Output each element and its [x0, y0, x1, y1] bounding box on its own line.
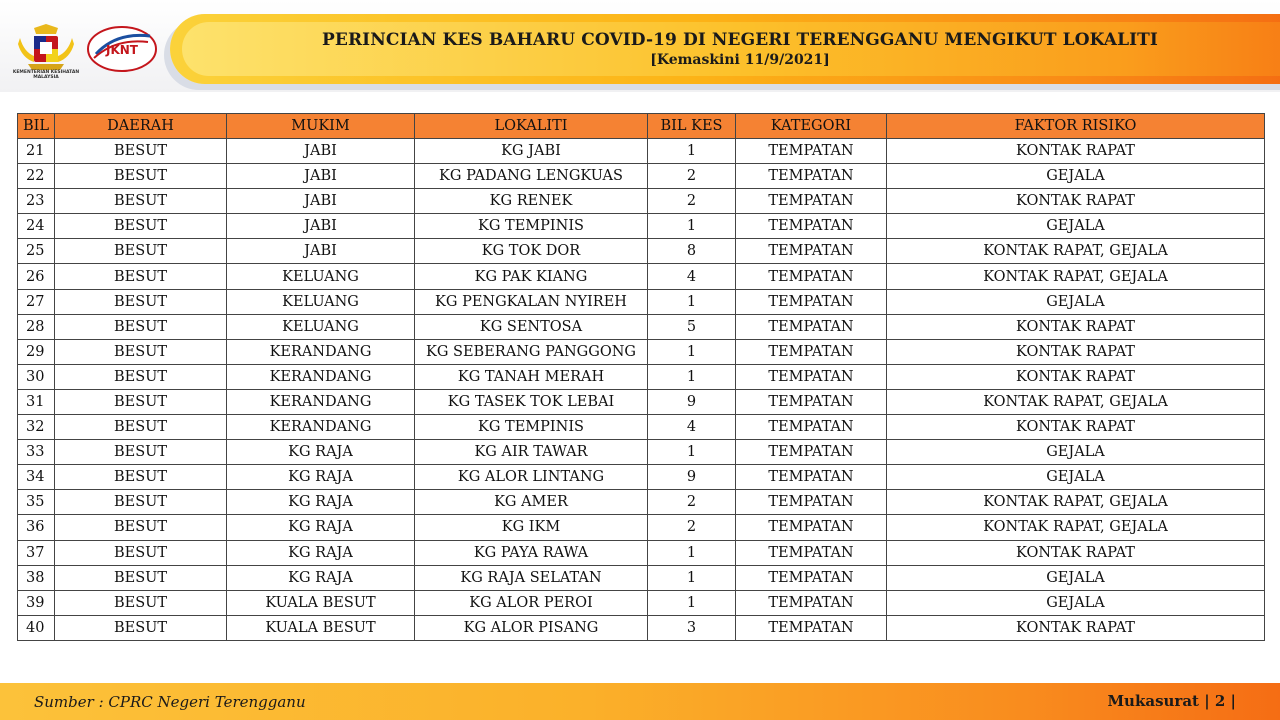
table-cell: BESUT: [55, 615, 227, 640]
table-row: [18, 214, 1265, 239]
table-cell: TEMPATAN: [736, 289, 887, 314]
table-cell: GEJALA: [887, 164, 1265, 189]
table-cell: 1: [648, 590, 736, 615]
table-cell: TEMPATAN: [736, 189, 887, 214]
table-cell: 35: [18, 490, 55, 515]
table-cell: TEMPATAN: [736, 565, 887, 590]
table-cell: BESUT: [55, 465, 227, 490]
table-cell: BESUT: [55, 189, 227, 214]
table-cell: KONTAK RAPAT, GEJALA: [887, 264, 1265, 289]
table-cell: 3: [648, 615, 736, 640]
table-cell: BESUT: [55, 164, 227, 189]
table-cell: 5: [648, 314, 736, 339]
table-cell: TEMPATAN: [736, 440, 887, 465]
table-cell: KG RAJA: [227, 515, 415, 540]
table-cell: BESUT: [55, 139, 227, 164]
table-cell: KG RENEK: [415, 189, 648, 214]
table-cell: 37: [18, 540, 55, 565]
table-cell: KONTAK RAPAT, GEJALA: [887, 490, 1265, 515]
table-cell: KG TEMPINIS: [415, 214, 648, 239]
table-cell: TEMPATAN: [736, 415, 887, 440]
table-cell: KG JABI: [415, 139, 648, 164]
table-cell: KG AMER: [415, 490, 648, 515]
table-cell: TEMPATAN: [736, 164, 887, 189]
table-cell: KG IKM: [415, 515, 648, 540]
table-cell: 4: [648, 415, 736, 440]
page-number: Mukasurat | 2 |: [1107, 692, 1236, 710]
table-cell: KG RAJA: [227, 440, 415, 465]
table-cell: KG RAJA: [227, 490, 415, 515]
table-cell: 1: [648, 440, 736, 465]
table-cell: 30: [18, 364, 55, 389]
table-cell: KG RAJA: [227, 465, 415, 490]
table-row: [18, 239, 1265, 264]
table-cell: BESUT: [55, 314, 227, 339]
table-cell: TEMPATAN: [736, 239, 887, 264]
table-cell: BESUT: [55, 590, 227, 615]
table-cell: 31: [18, 389, 55, 414]
table-row: [18, 139, 1265, 164]
table-cell: KG TEMPINIS: [415, 415, 648, 440]
table-cell: KG PENGKALAN NYIREH: [415, 289, 648, 314]
table-cell: KG RAJA: [227, 565, 415, 590]
table-cell: KONTAK RAPAT, GEJALA: [887, 515, 1265, 540]
table-cell: TEMPATAN: [736, 490, 887, 515]
update-date: [Kemaskini 11/9/2021]: [650, 52, 830, 68]
table-row: [18, 164, 1265, 189]
table-cell: 2: [648, 515, 736, 540]
table-cell: 27: [18, 289, 55, 314]
table-row: [18, 415, 1265, 440]
table-cell: KONTAK RAPAT: [887, 189, 1265, 214]
table-cell: BESUT: [55, 389, 227, 414]
table-cell: 26: [18, 264, 55, 289]
table-cell: KERANDANG: [227, 415, 415, 440]
table-cell: GEJALA: [887, 465, 1265, 490]
table-cell: JABI: [227, 214, 415, 239]
table-cell: KG AIR TAWAR: [415, 440, 648, 465]
table-cell: KERANDANG: [227, 389, 415, 414]
table-cell: 1: [648, 540, 736, 565]
table-cell: 33: [18, 440, 55, 465]
table-cell: 9: [648, 465, 736, 490]
table-cell: TEMPATAN: [736, 389, 887, 414]
table-cell: 39: [18, 590, 55, 615]
table-cell: KERANDANG: [227, 339, 415, 364]
table-cell: BESUT: [55, 515, 227, 540]
table-cell: BESUT: [55, 415, 227, 440]
table-cell: 24: [18, 214, 55, 239]
table-cell: BESUT: [55, 440, 227, 465]
table-cell: KG RAJA SELATAN: [415, 565, 648, 590]
table-row: [18, 289, 1265, 314]
table-row: [18, 615, 1265, 640]
table-cell: 32: [18, 415, 55, 440]
table-cell: TEMPATAN: [736, 314, 887, 339]
table-row: [18, 590, 1265, 615]
table-row: [18, 565, 1265, 590]
table-cell: 40: [18, 615, 55, 640]
table-cell: TEMPATAN: [736, 615, 887, 640]
table-cell: 9: [648, 389, 736, 414]
table-cell: JABI: [227, 189, 415, 214]
page-title: PERINCIAN KES BAHARU COVID-19 DI NEGERI TERENGGANU MENGIKUT LOKALITI: [322, 30, 1158, 50]
table-row: [18, 264, 1265, 289]
svg-text:JKNT: JKNT: [106, 43, 138, 57]
column-header: BIL: [18, 114, 55, 139]
source-note: Sumber : CPRC Negeri Terengganu: [34, 693, 306, 711]
table-cell: KELUANG: [227, 314, 415, 339]
table-cell: BESUT: [55, 264, 227, 289]
column-header: KATEGORI: [736, 114, 887, 139]
table-cell: KG SENTOSA: [415, 314, 648, 339]
table-cell: 1: [648, 339, 736, 364]
table-cell: 38: [18, 565, 55, 590]
table-cell: KUALA BESUT: [227, 590, 415, 615]
table-cell: 8: [648, 239, 736, 264]
table-cell: 23: [18, 189, 55, 214]
table-row: [18, 189, 1265, 214]
table-cell: JABI: [227, 239, 415, 264]
column-header: DAERAH: [55, 114, 227, 139]
table-cell: JABI: [227, 164, 415, 189]
table-cell: TEMPATAN: [736, 364, 887, 389]
table-row: [18, 440, 1265, 465]
column-header: BIL KES: [648, 114, 736, 139]
table-cell: TEMPATAN: [736, 515, 887, 540]
table-row: [18, 339, 1265, 364]
table-row: [18, 364, 1265, 389]
table-cell: BESUT: [55, 490, 227, 515]
table-cell: 34: [18, 465, 55, 490]
table-cell: GEJALA: [887, 440, 1265, 465]
table-cell: 22: [18, 164, 55, 189]
table-cell: KG TASEK TOK LEBAI: [415, 389, 648, 414]
table-cell: 28: [18, 314, 55, 339]
table-row: [18, 465, 1265, 490]
table-cell: KG SEBERANG PANGGONG: [415, 339, 648, 364]
table-cell: KONTAK RAPAT: [887, 139, 1265, 164]
table-cell: 2: [648, 164, 736, 189]
table-cell: KG RAJA: [227, 540, 415, 565]
table-cell: 1: [648, 214, 736, 239]
table-cell: KG ALOR PEROI: [415, 590, 648, 615]
table-cell: TEMPATAN: [736, 339, 887, 364]
table-cell: KONTAK RAPAT, GEJALA: [887, 239, 1265, 264]
table-cell: 29: [18, 339, 55, 364]
table-cell: 2: [648, 189, 736, 214]
table-cell: GEJALA: [887, 590, 1265, 615]
table-cell: KG ALOR PISANG: [415, 615, 648, 640]
table-cell: KG PAK KIANG: [415, 264, 648, 289]
table-cell: 1: [648, 289, 736, 314]
table-cell: BESUT: [55, 540, 227, 565]
table-cell: KELUANG: [227, 264, 415, 289]
table-cell: KONTAK RAPAT: [887, 339, 1265, 364]
table-cell: KONTAK RAPAT: [887, 540, 1265, 565]
table-cell: KONTAK RAPAT: [887, 415, 1265, 440]
table-cell: BESUT: [55, 364, 227, 389]
table-cell: KONTAK RAPAT: [887, 314, 1265, 339]
table-cell: 21: [18, 139, 55, 164]
table-cell: KG PAYA RAWA: [415, 540, 648, 565]
table-body: [18, 139, 1265, 641]
table-cell: BESUT: [55, 214, 227, 239]
table-header-row: [18, 114, 1265, 139]
table-cell: TEMPATAN: [736, 264, 887, 289]
table-cell: TEMPATAN: [736, 465, 887, 490]
table-cell: KUALA BESUT: [227, 615, 415, 640]
table-cell: KG ALOR LINTANG: [415, 465, 648, 490]
table-cell: KERANDANG: [227, 364, 415, 389]
table-cell: 1: [648, 364, 736, 389]
kkm-caption: KEMENTERIAN KESIHATAN MALAYSIA: [12, 70, 80, 80]
table-cell: TEMPATAN: [736, 540, 887, 565]
column-header: FAKTOR RISIKO: [887, 114, 1265, 139]
table-row: [18, 540, 1265, 565]
table-cell: TEMPATAN: [736, 139, 887, 164]
table-cell: KG PADANG LENGKUAS: [415, 164, 648, 189]
table-cell: GEJALA: [887, 289, 1265, 314]
table-cell: TEMPATAN: [736, 214, 887, 239]
table-row: [18, 490, 1265, 515]
table-cell: 1: [648, 139, 736, 164]
table-cell: 1: [648, 565, 736, 590]
table-cell: 25: [18, 239, 55, 264]
table-cell: BESUT: [55, 289, 227, 314]
table-row: [18, 314, 1265, 339]
jknt-logo-icon: [86, 24, 158, 74]
table-cell: GEJALA: [887, 214, 1265, 239]
table-cell: BESUT: [55, 339, 227, 364]
table-cell: KELUANG: [227, 289, 415, 314]
table-cell: JABI: [227, 139, 415, 164]
table-cell: BESUT: [55, 239, 227, 264]
table-cell: KONTAK RAPAT: [887, 364, 1265, 389]
table-cell: KONTAK RAPAT: [887, 615, 1265, 640]
table-cell: KONTAK RAPAT, GEJALA: [887, 389, 1265, 414]
table-cell: KG TOK DOR: [415, 239, 648, 264]
table-cell: 2: [648, 490, 736, 515]
column-header: LOKALITI: [415, 114, 648, 139]
table-cell: GEJALA: [887, 565, 1265, 590]
table-cell: KG TANAH MERAH: [415, 364, 648, 389]
column-header: MUKIM: [227, 114, 415, 139]
table-cell: 36: [18, 515, 55, 540]
table-cell: 4: [648, 264, 736, 289]
cases-table: [17, 113, 1265, 641]
table-cell: BESUT: [55, 565, 227, 590]
table-row: [18, 389, 1265, 414]
table-cell: TEMPATAN: [736, 590, 887, 615]
table-row: [18, 515, 1265, 540]
